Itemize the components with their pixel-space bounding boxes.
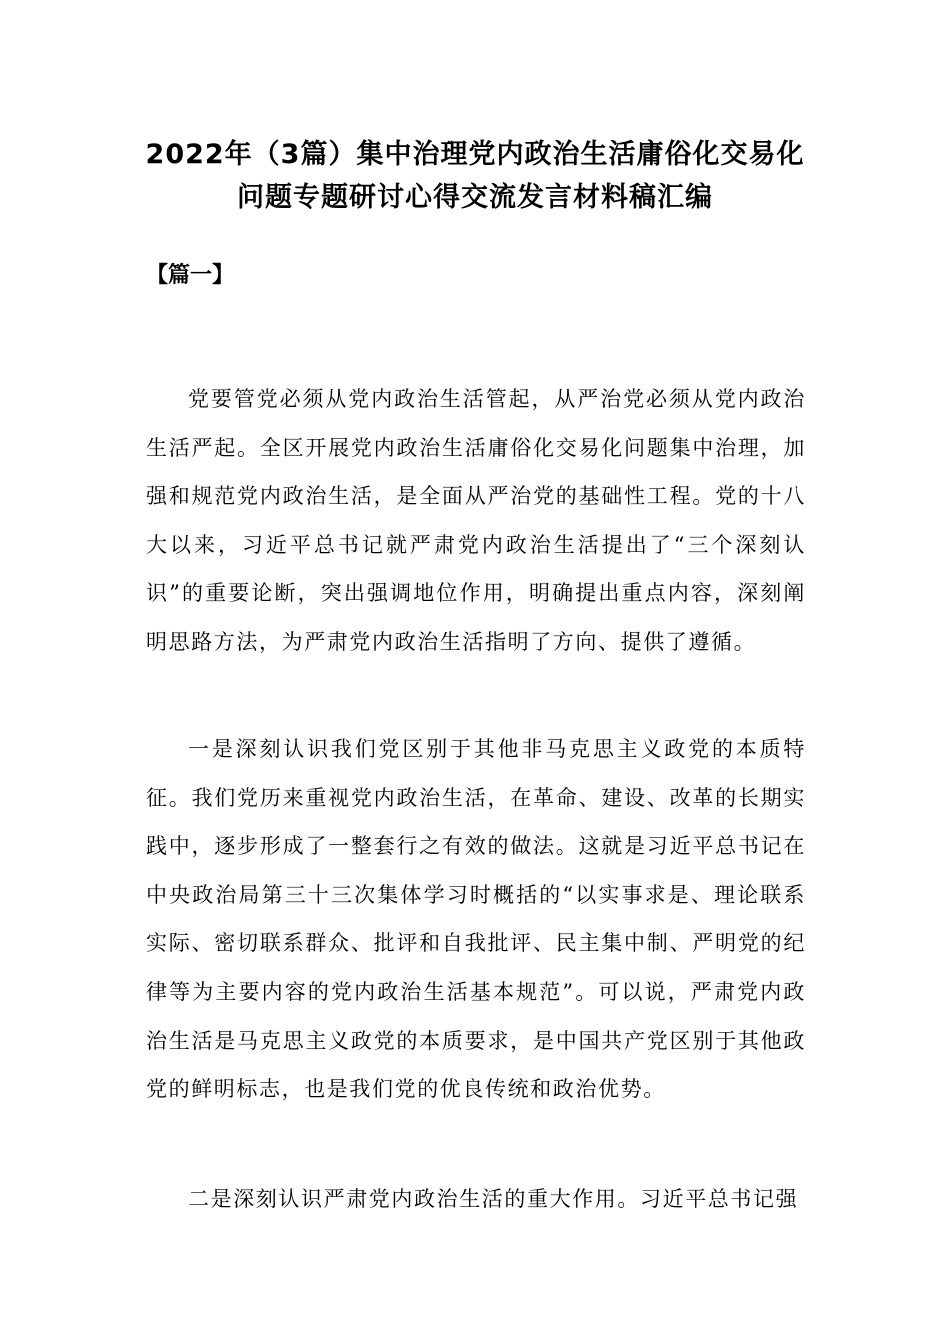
paragraph-1: 党要管党必须从党内政治生活管起，从严治党必须从党内政治生活严起。全区开展党内政治生活庸俗化交易化问题集中治理，加强和规范党内政治生活，是全面从严治党的基础性工程。党的十八大以来，习近平总书记就严肃党内政治生活提出了“三个深刻认识”的重要论断，突出强调地位作用，明确提出重点内容，深刻阐明思路方法，为严肃党内政治生活指明了方向、提供了遵循。 [146, 387, 806, 654]
paragraph-3: 二是深刻认识严肃党内政治生活的重大作用。习近平总书记强 [188, 1187, 799, 1211]
document-title-line-1: 2022年（3篇）集中治理党内政治生活庸俗化交易化 [145, 139, 805, 170]
paragraph-2: 一是深刻认识我们党区别于其他非马克思主义政党的本质特征。我们党历来重视党内政治生活，在革命、建设、改革的长期实践中，逐步形成了一整套行之有效的做法。这就是习近平总书记在中央政治局第三十三次集体学习时概括的“以实事求是、理论联系实际、密切联系群众、批评和自我批评、民主集中制、严明党的纪律等为主要内容的党内政治生活基本规范”。可以说，严肃党内政治生活是马克思主义政党的本质要求，是中国共产党区别于其他政党的鲜明标志，也是我们党的优良传统和政治优势。 [146, 737, 806, 1102]
document-title-line-2: 问题专题研讨心得交流发言材料稿汇编 [237, 182, 713, 213]
section-heading: 【篇一】 [146, 263, 235, 288]
